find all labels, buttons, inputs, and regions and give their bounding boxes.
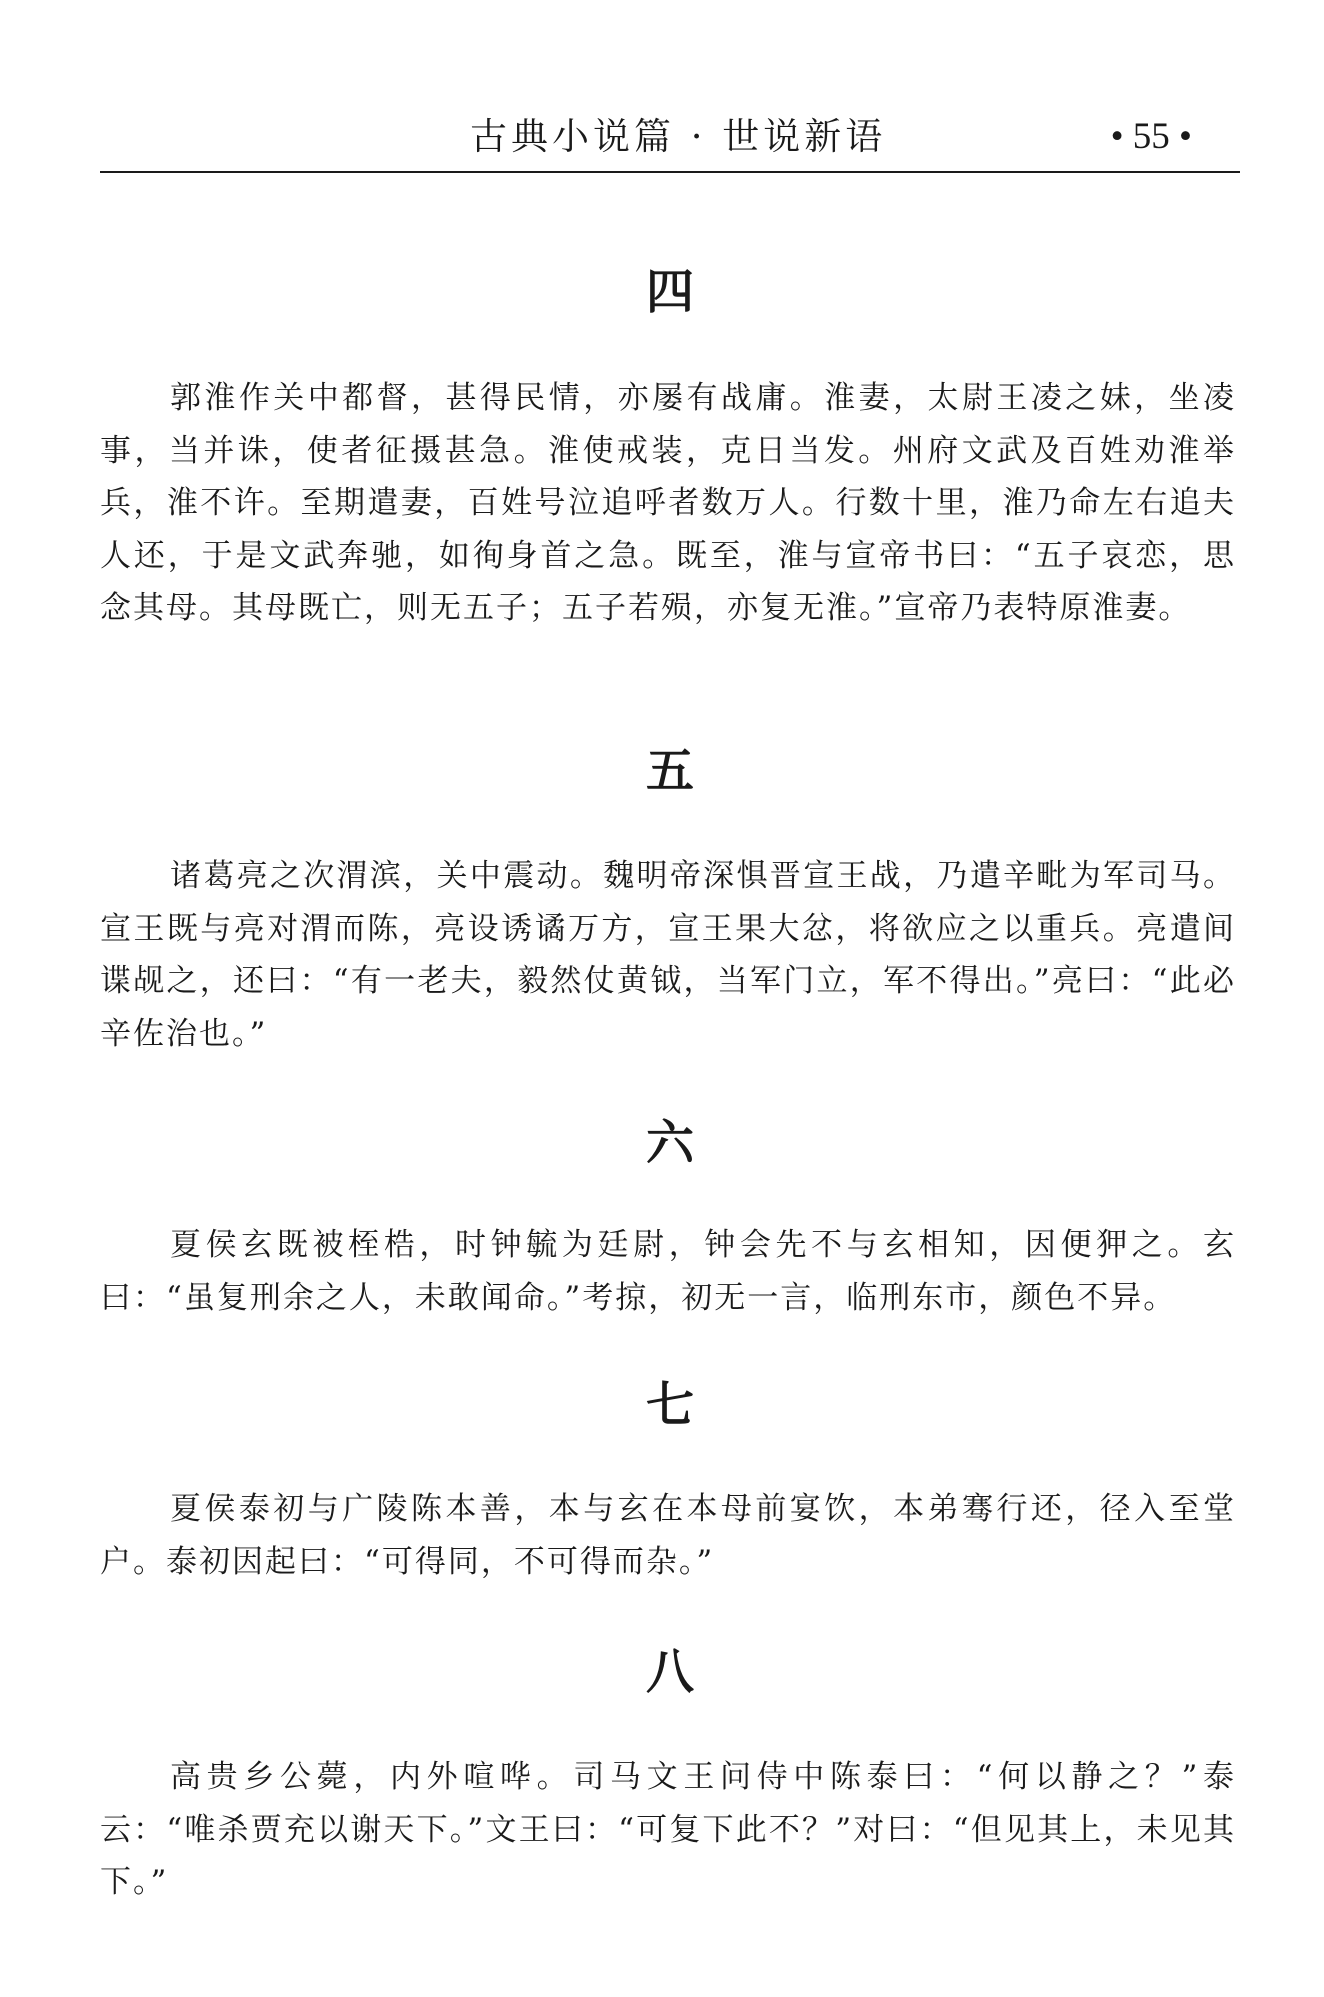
header-rule bbox=[100, 171, 1240, 173]
section-paragraph-4: 郭淮作关中都督，甚得民情，亦屡有战庸。淮妻，太尉王凌之妹，坐凌事，当并诛，使者征摄甚急。淮使戒装，克日当发。州府文武及百姓劝淮举兵，淮不许。至期遣妻，百姓号泣追呼者数万人。行数十里，淮乃命左右追夫人还，于是文武奔驰，如徇身首之急。既至，淮与宣帝书曰：“五子哀恋，思念其母。其母既亡，则无五子；五子若殒，亦复无淮。”宣帝乃表特原淮妻。 bbox=[100, 380, 1236, 626]
running-header-title: 古典小说篇 · 世说新语 bbox=[470, 115, 887, 158]
section-paragraph-7: 夏侯泰初与广陵陈本善，本与玄在本母前宴饮，本弟骞行还，径入至堂户。泰初因起曰：“可得同，不可得而杂。” bbox=[100, 1491, 1236, 1580]
section-paragraph-5: 诸葛亮之次渭滨，关中震动。魏明帝深惧晋宣王战，乃遣辛毗为军司马。宣王既与亮对渭而陈，亮设诱谲万方，宣王果大忿，将欲应之以重兵。亮遣间谍觇之，还曰：“有一老夫，毅然仗黄钺，当军门立，军不得出。”亮曰：“此必辛佐治也。” bbox=[100, 858, 1236, 1052]
section-heading-8: 八 bbox=[645, 1644, 694, 1700]
section-heading-7: 七 bbox=[645, 1377, 694, 1433]
section-heading-5: 五 bbox=[645, 743, 694, 799]
section-heading-6: 六 bbox=[645, 1115, 694, 1171]
section-heading-4: 四 bbox=[645, 264, 694, 320]
page-number: • 55 • bbox=[1110, 116, 1192, 157]
section-paragraph-6: 夏侯玄既被桎梏，时钟毓为廷尉，钟会先不与玄相知，因便狎之。玄曰：“虽复刑余之人，未敢闻命。”考掠，初无一言，临刑东市，颜色不异。 bbox=[100, 1227, 1236, 1316]
section-paragraph-8: 高贵乡公薨，内外喧哗。司马文王问侍中陈泰曰：“何以静之？”泰云：“唯杀贾充以谢天下。”文王曰：“可复下此不？”对曰：“但见其上，未见其下。” bbox=[100, 1759, 1236, 1900]
running-header bbox=[100, 112, 1240, 172]
